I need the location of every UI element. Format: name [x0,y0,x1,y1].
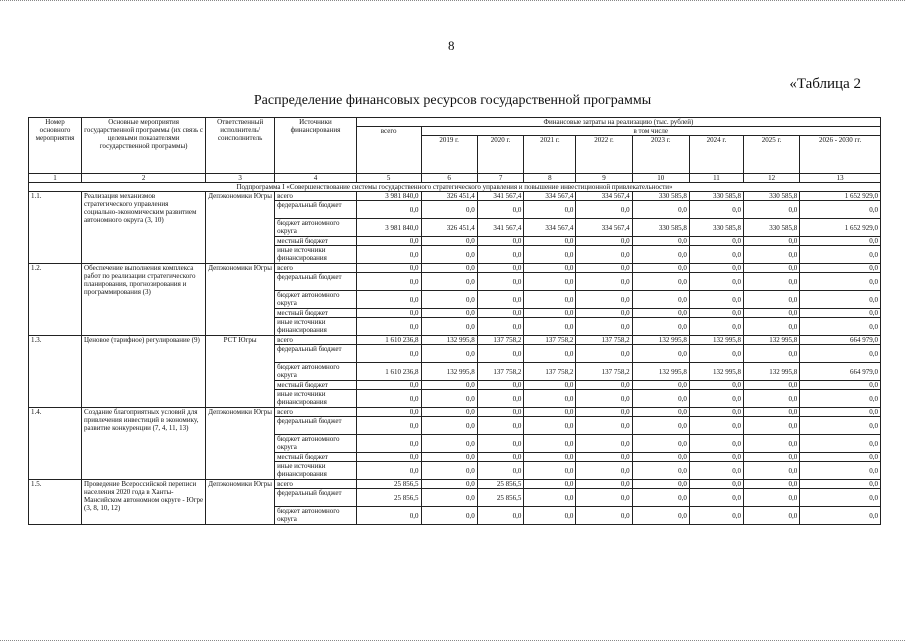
header-year: 2026 - 2030 гг. [800,136,881,174]
amount-cell: 0,0 [800,462,881,480]
amount-cell: 0,0 [576,246,632,264]
amount-cell: 0,0 [421,435,477,453]
amount-cell: 0,0 [477,390,524,408]
financing-source: федеральный бюджет [275,273,357,291]
financing-source: всего [275,192,357,201]
amount-cell: 0,0 [524,201,576,219]
amount-cell: 0,0 [356,408,421,417]
financing-source: федеральный бюджет [275,345,357,363]
amount-cell: 137 758,2 [524,363,576,381]
header-year: 2023 г. [632,136,689,174]
scan-edge-top [0,0,905,7]
amount-cell: 132 995,8 [689,363,743,381]
amount-cell: 0,0 [421,318,477,336]
amount-cell: 0,0 [576,273,632,291]
header-responsible: Ответственный исполнитель/ соисполнитель [206,118,275,174]
amount-cell: 137 758,2 [576,363,632,381]
header-num: Номер основного мероприятия [29,118,82,174]
column-number: 11 [689,174,743,183]
column-number: 2 [82,174,206,183]
amount-cell: 0,0 [421,345,477,363]
amount-cell: 25 856,5 [477,480,524,489]
financing-source: местный бюджет [275,237,357,246]
amount-cell: 0,0 [524,489,576,507]
responsible-executor: Депэкономики Югры [206,408,275,480]
amount-cell: 0,0 [356,237,421,246]
amount-cell: 0,0 [632,201,689,219]
amount-cell: 0,0 [800,453,881,462]
amount-cell: 0,0 [800,507,881,525]
financing-source: бюджет автономного округа [275,219,357,237]
amount-cell: 0,0 [689,435,743,453]
column-number: 6 [421,174,477,183]
amount-cell: 664 979,0 [800,363,881,381]
amount-cell: 137 758,2 [524,336,576,345]
amount-cell: 0,0 [743,507,799,525]
financing-source: всего [275,336,357,345]
amount-cell: 0,0 [689,237,743,246]
amount-cell: 0,0 [524,237,576,246]
amount-cell: 0,0 [800,381,881,390]
amount-cell: 0,0 [576,435,632,453]
column-number: 7 [477,174,524,183]
amount-cell: 0,0 [576,453,632,462]
column-number: 5 [356,174,421,183]
amount-cell: 0,0 [576,201,632,219]
amount-cell: 0,0 [421,480,477,489]
amount-cell: 0,0 [356,345,421,363]
amount-cell: 0,0 [421,237,477,246]
amount-cell: 0,0 [743,264,799,273]
amount-cell: 0,0 [632,435,689,453]
amount-cell: 0,0 [800,246,881,264]
amount-cell: 0,0 [477,345,524,363]
financing-source: иные источники финансирования [275,390,357,408]
column-number: 1 [29,174,82,183]
amount-cell: 0,0 [743,345,799,363]
table-row [29,264,881,273]
amount-cell: 330 585,8 [689,192,743,201]
amount-cell: 0,0 [743,408,799,417]
measure-number: 1.2. [29,264,82,336]
amount-cell: 0,0 [576,408,632,417]
amount-cell: 0,0 [689,462,743,480]
financing-source: федеральный бюджет [275,201,357,219]
amount-cell: 0,0 [743,489,799,507]
amount-cell: 0,0 [632,264,689,273]
amount-cell: 0,0 [421,408,477,417]
amount-cell: 0,0 [477,309,524,318]
amount-cell: 137 758,2 [477,336,524,345]
measure-name: Реализация механизмов стратегического управления социально-экономическим развитием автономного округа (3, 10) [82,192,206,264]
amount-cell: 330 585,8 [743,192,799,201]
header-year: 2020 г. [477,136,524,174]
financing-source: бюджет автономного округа [275,291,357,309]
amount-cell: 132 995,8 [421,363,477,381]
amount-cell: 0,0 [356,381,421,390]
amount-cell: 0,0 [524,417,576,435]
amount-cell: 0,0 [576,489,632,507]
responsible-executor: Депэкономики Югры [206,192,275,264]
amount-cell: 0,0 [524,408,576,417]
financing-source: иные источники финансирования [275,462,357,480]
amount-cell: 341 567,4 [477,219,524,237]
amount-cell: 0,0 [524,273,576,291]
measure-name: Обеспечение выполнения комплекса работ по реализации стратегического планирования, прогнозирования и программирования (3) [82,264,206,336]
amount-cell: 0,0 [800,345,881,363]
header-source: Источники финансирования [275,118,357,174]
column-number: 10 [632,174,689,183]
amount-cell: 0,0 [477,264,524,273]
amount-cell: 0,0 [800,390,881,408]
responsible-executor: Депэкономики Югры [206,480,275,525]
amount-cell: 0,0 [689,453,743,462]
amount-cell: 0,0 [356,453,421,462]
amount-cell: 0,0 [689,246,743,264]
amount-cell: 0,0 [524,381,576,390]
amount-cell: 0,0 [524,462,576,480]
amount-cell: 0,0 [356,264,421,273]
header-year: 2019 г. [421,136,477,174]
amount-cell: 0,0 [689,291,743,309]
amount-cell: 0,0 [689,201,743,219]
amount-cell: 0,0 [800,435,881,453]
amount-cell: 0,0 [632,381,689,390]
amount-cell: 0,0 [421,273,477,291]
subprogram-title: Подпрограмма I «Совершенствование системы государственного стратегического управления и повышение инвестиционной привлекательности» [29,183,881,192]
amount-cell: 1 652 929,0 [800,192,881,201]
amount-cell: 0,0 [632,237,689,246]
financing-source: местный бюджет [275,309,357,318]
amount-cell: 0,0 [800,237,881,246]
table-label: «Таблица 2 [789,76,861,92]
financing-source: бюджет автономного округа [275,507,357,525]
amount-cell: 132 995,8 [421,336,477,345]
amount-cell: 0,0 [800,201,881,219]
amount-cell: 137 758,2 [477,363,524,381]
amount-cell: 0,0 [356,462,421,480]
amount-cell: 0,0 [576,507,632,525]
amount-cell: 0,0 [477,462,524,480]
column-number: 9 [576,174,632,183]
amount-cell: 0,0 [800,408,881,417]
amount-cell: 0,0 [477,381,524,390]
amount-cell: 0,0 [356,507,421,525]
amount-cell: 0,0 [477,246,524,264]
amount-cell: 0,0 [689,390,743,408]
amount-cell: 0,0 [632,462,689,480]
amount-cell: 0,0 [477,453,524,462]
amount-cell: 334 567,4 [524,219,576,237]
financing-source: всего [275,408,357,417]
amount-cell: 0,0 [356,417,421,435]
amount-cell: 0,0 [743,390,799,408]
table-row [29,480,881,489]
header-measure: Основные мероприятия государственной программы (их связь с целевыми показателями государственной программы) [82,118,206,174]
amount-cell: 137 758,2 [576,336,632,345]
amount-cell: 0,0 [477,291,524,309]
column-number: 12 [743,174,799,183]
column-number: 4 [275,174,357,183]
amount-cell: 0,0 [524,453,576,462]
amount-cell: 0,0 [632,318,689,336]
amount-cell: 0,0 [356,291,421,309]
financing-source: всего [275,480,357,489]
amount-cell: 132 995,8 [632,336,689,345]
amount-cell: 334 567,4 [524,192,576,201]
amount-cell: 0,0 [524,309,576,318]
financing-source: иные источники финансирования [275,246,357,264]
amount-cell: 0,0 [632,390,689,408]
responsible-executor: РСТ Югры [206,336,275,408]
amount-cell: 0,0 [477,435,524,453]
page-number: 8 [448,38,455,53]
amount-cell: 0,0 [477,273,524,291]
amount-cell: 0,0 [421,453,477,462]
amount-cell: 0,0 [524,291,576,309]
amount-cell: 0,0 [356,435,421,453]
amount-cell: 25 856,5 [356,480,421,489]
amount-cell: 0,0 [421,201,477,219]
header-total: всего [356,127,421,174]
amount-cell: 0,0 [800,273,881,291]
amount-cell: 0,0 [421,291,477,309]
amount-cell: 0,0 [689,381,743,390]
amount-cell: 0,0 [689,489,743,507]
amount-cell: 0,0 [576,480,632,489]
financing-source: бюджет автономного округа [275,363,357,381]
amount-cell: 0,0 [743,309,799,318]
amount-cell: 0,0 [632,489,689,507]
amount-cell: 0,0 [800,291,881,309]
amount-cell: 0,0 [743,462,799,480]
amount-cell: 0,0 [576,381,632,390]
amount-cell: 0,0 [421,462,477,480]
amount-cell: 0,0 [800,417,881,435]
amount-cell: 0,0 [632,291,689,309]
amount-cell: 25 856,5 [477,489,524,507]
amount-cell: 330 585,8 [632,219,689,237]
amount-cell: 334 567,4 [576,192,632,201]
amount-cell: 0,0 [421,309,477,318]
financing-source: всего [275,264,357,273]
amount-cell: 0,0 [689,264,743,273]
amount-cell: 0,0 [743,246,799,264]
amount-cell: 0,0 [576,318,632,336]
amount-cell: 0,0 [632,453,689,462]
measure-name: Создание благоприятных условий для привлечения инвестиций в экономику, развитие конкуренции (7, 4, 11, 13) [82,408,206,480]
header-year: 2025 г. [743,136,799,174]
amount-cell: 1 610 236,8 [356,363,421,381]
amount-cell: 0,0 [689,480,743,489]
table-row [29,408,881,417]
amount-cell: 0,0 [689,507,743,525]
amount-cell: 0,0 [421,381,477,390]
amount-cell: 0,0 [576,237,632,246]
amount-cell: 0,0 [632,507,689,525]
amount-cell: 0,0 [800,489,881,507]
financing-source: местный бюджет [275,381,357,390]
amount-cell: 0,0 [524,390,576,408]
responsible-executor: Депэкономики Югры [206,264,275,336]
finance-table [28,117,881,525]
amount-cell: 341 567,4 [477,192,524,201]
amount-cell: 0,0 [689,345,743,363]
amount-cell: 0,0 [356,273,421,291]
amount-cell: 0,0 [524,246,576,264]
amount-cell: 0,0 [743,453,799,462]
amount-cell: 132 995,8 [743,363,799,381]
amount-cell: 0,0 [632,309,689,318]
amount-cell: 0,0 [477,408,524,417]
amount-cell: 132 995,8 [632,363,689,381]
amount-cell: 330 585,8 [689,219,743,237]
amount-cell: 0,0 [356,201,421,219]
amount-cell: 3 981 840,0 [356,192,421,201]
amount-cell: 0,0 [632,345,689,363]
header-year: 2021 г. [524,136,576,174]
amount-cell: 0,0 [743,318,799,336]
amount-cell: 0,0 [421,264,477,273]
financing-source: иные источники финансирования [275,318,357,336]
amount-cell: 0,0 [524,507,576,525]
amount-cell: 330 585,8 [632,192,689,201]
amount-cell: 0,0 [576,309,632,318]
amount-cell: 334 567,4 [576,219,632,237]
amount-cell: 0,0 [576,462,632,480]
amount-cell: 132 995,8 [743,336,799,345]
header-financing: Финансовые затраты на реализацию (тыс. рублей) [356,118,880,127]
financing-source: федеральный бюджет [275,417,357,435]
amount-cell: 0,0 [632,480,689,489]
amount-cell: 0,0 [421,417,477,435]
amount-cell: 1 652 929,0 [800,219,881,237]
amount-cell: 0,0 [477,201,524,219]
amount-cell: 330 585,8 [743,219,799,237]
amount-cell: 0,0 [689,408,743,417]
amount-cell: 0,0 [800,264,881,273]
financing-source: бюджет автономного округа [275,435,357,453]
amount-cell: 0,0 [800,318,881,336]
header-year: 2022 г. [576,136,632,174]
header-including: в том числе [421,127,880,136]
measure-number: 1.5. [29,480,82,525]
amount-cell: 0,0 [576,345,632,363]
column-number: 8 [524,174,576,183]
amount-cell: 326 451,4 [421,192,477,201]
amount-cell: 132 995,8 [689,336,743,345]
measure-number: 1.3. [29,336,82,408]
amount-cell: 0,0 [632,246,689,264]
amount-cell: 0,0 [576,417,632,435]
document-title: Распределение финансовых ресурсов государственной программы [253,93,652,108]
amount-cell: 0,0 [689,318,743,336]
amount-cell: 0,0 [421,390,477,408]
table-row [29,192,881,201]
measure-number: 1.4. [29,408,82,480]
amount-cell: 0,0 [632,273,689,291]
amount-cell: 0,0 [632,417,689,435]
amount-cell: 0,0 [524,345,576,363]
financing-source: федеральный бюджет [275,489,357,507]
amount-cell: 0,0 [421,246,477,264]
amount-cell: 0,0 [477,237,524,246]
amount-cell: 3 981 840,0 [356,219,421,237]
amount-cell: 0,0 [356,390,421,408]
amount-cell: 0,0 [421,507,477,525]
amount-cell: 664 979,0 [800,336,881,345]
amount-cell: 0,0 [743,291,799,309]
amount-cell: 0,0 [524,318,576,336]
amount-cell: 0,0 [477,417,524,435]
header-year: 2024 г. [689,136,743,174]
amount-cell: 0,0 [743,237,799,246]
amount-cell: 0,0 [743,435,799,453]
amount-cell: 0,0 [743,273,799,291]
amount-cell: 0,0 [800,480,881,489]
amount-cell: 0,0 [356,318,421,336]
amount-cell: 0,0 [356,246,421,264]
measure-name: Ценовое (тарифное) регулирование (9) [82,336,206,408]
amount-cell: 0,0 [632,408,689,417]
amount-cell: 0,0 [576,390,632,408]
amount-cell: 0,0 [477,318,524,336]
amount-cell: 0,0 [477,507,524,525]
amount-cell: 25 856,5 [356,489,421,507]
amount-cell: 0,0 [800,309,881,318]
amount-cell: 0,0 [689,417,743,435]
amount-cell: 0,0 [743,480,799,489]
amount-cell: 0,0 [576,291,632,309]
amount-cell: 0,0 [576,264,632,273]
financing-source: местный бюджет [275,453,357,462]
table-row [29,336,881,345]
amount-cell: 0,0 [743,381,799,390]
amount-cell: 0,0 [524,264,576,273]
amount-cell: 0,0 [356,309,421,318]
amount-cell: 0,0 [524,435,576,453]
column-number: 13 [800,174,881,183]
column-number: 3 [206,174,275,183]
amount-cell: 1 610 236,8 [356,336,421,345]
measure-name: Проведение Всероссийской переписи населения 2020 года в Ханты-Мансийском автономном округе - Югре (3, 8, 10, 12) [82,480,206,525]
amount-cell: 0,0 [421,489,477,507]
amount-cell: 0,0 [689,273,743,291]
amount-cell: 0,0 [689,309,743,318]
amount-cell: 0,0 [743,201,799,219]
amount-cell: 0,0 [743,417,799,435]
measure-number: 1.1. [29,192,82,264]
amount-cell: 326 451,4 [421,219,477,237]
amount-cell: 0,0 [524,480,576,489]
